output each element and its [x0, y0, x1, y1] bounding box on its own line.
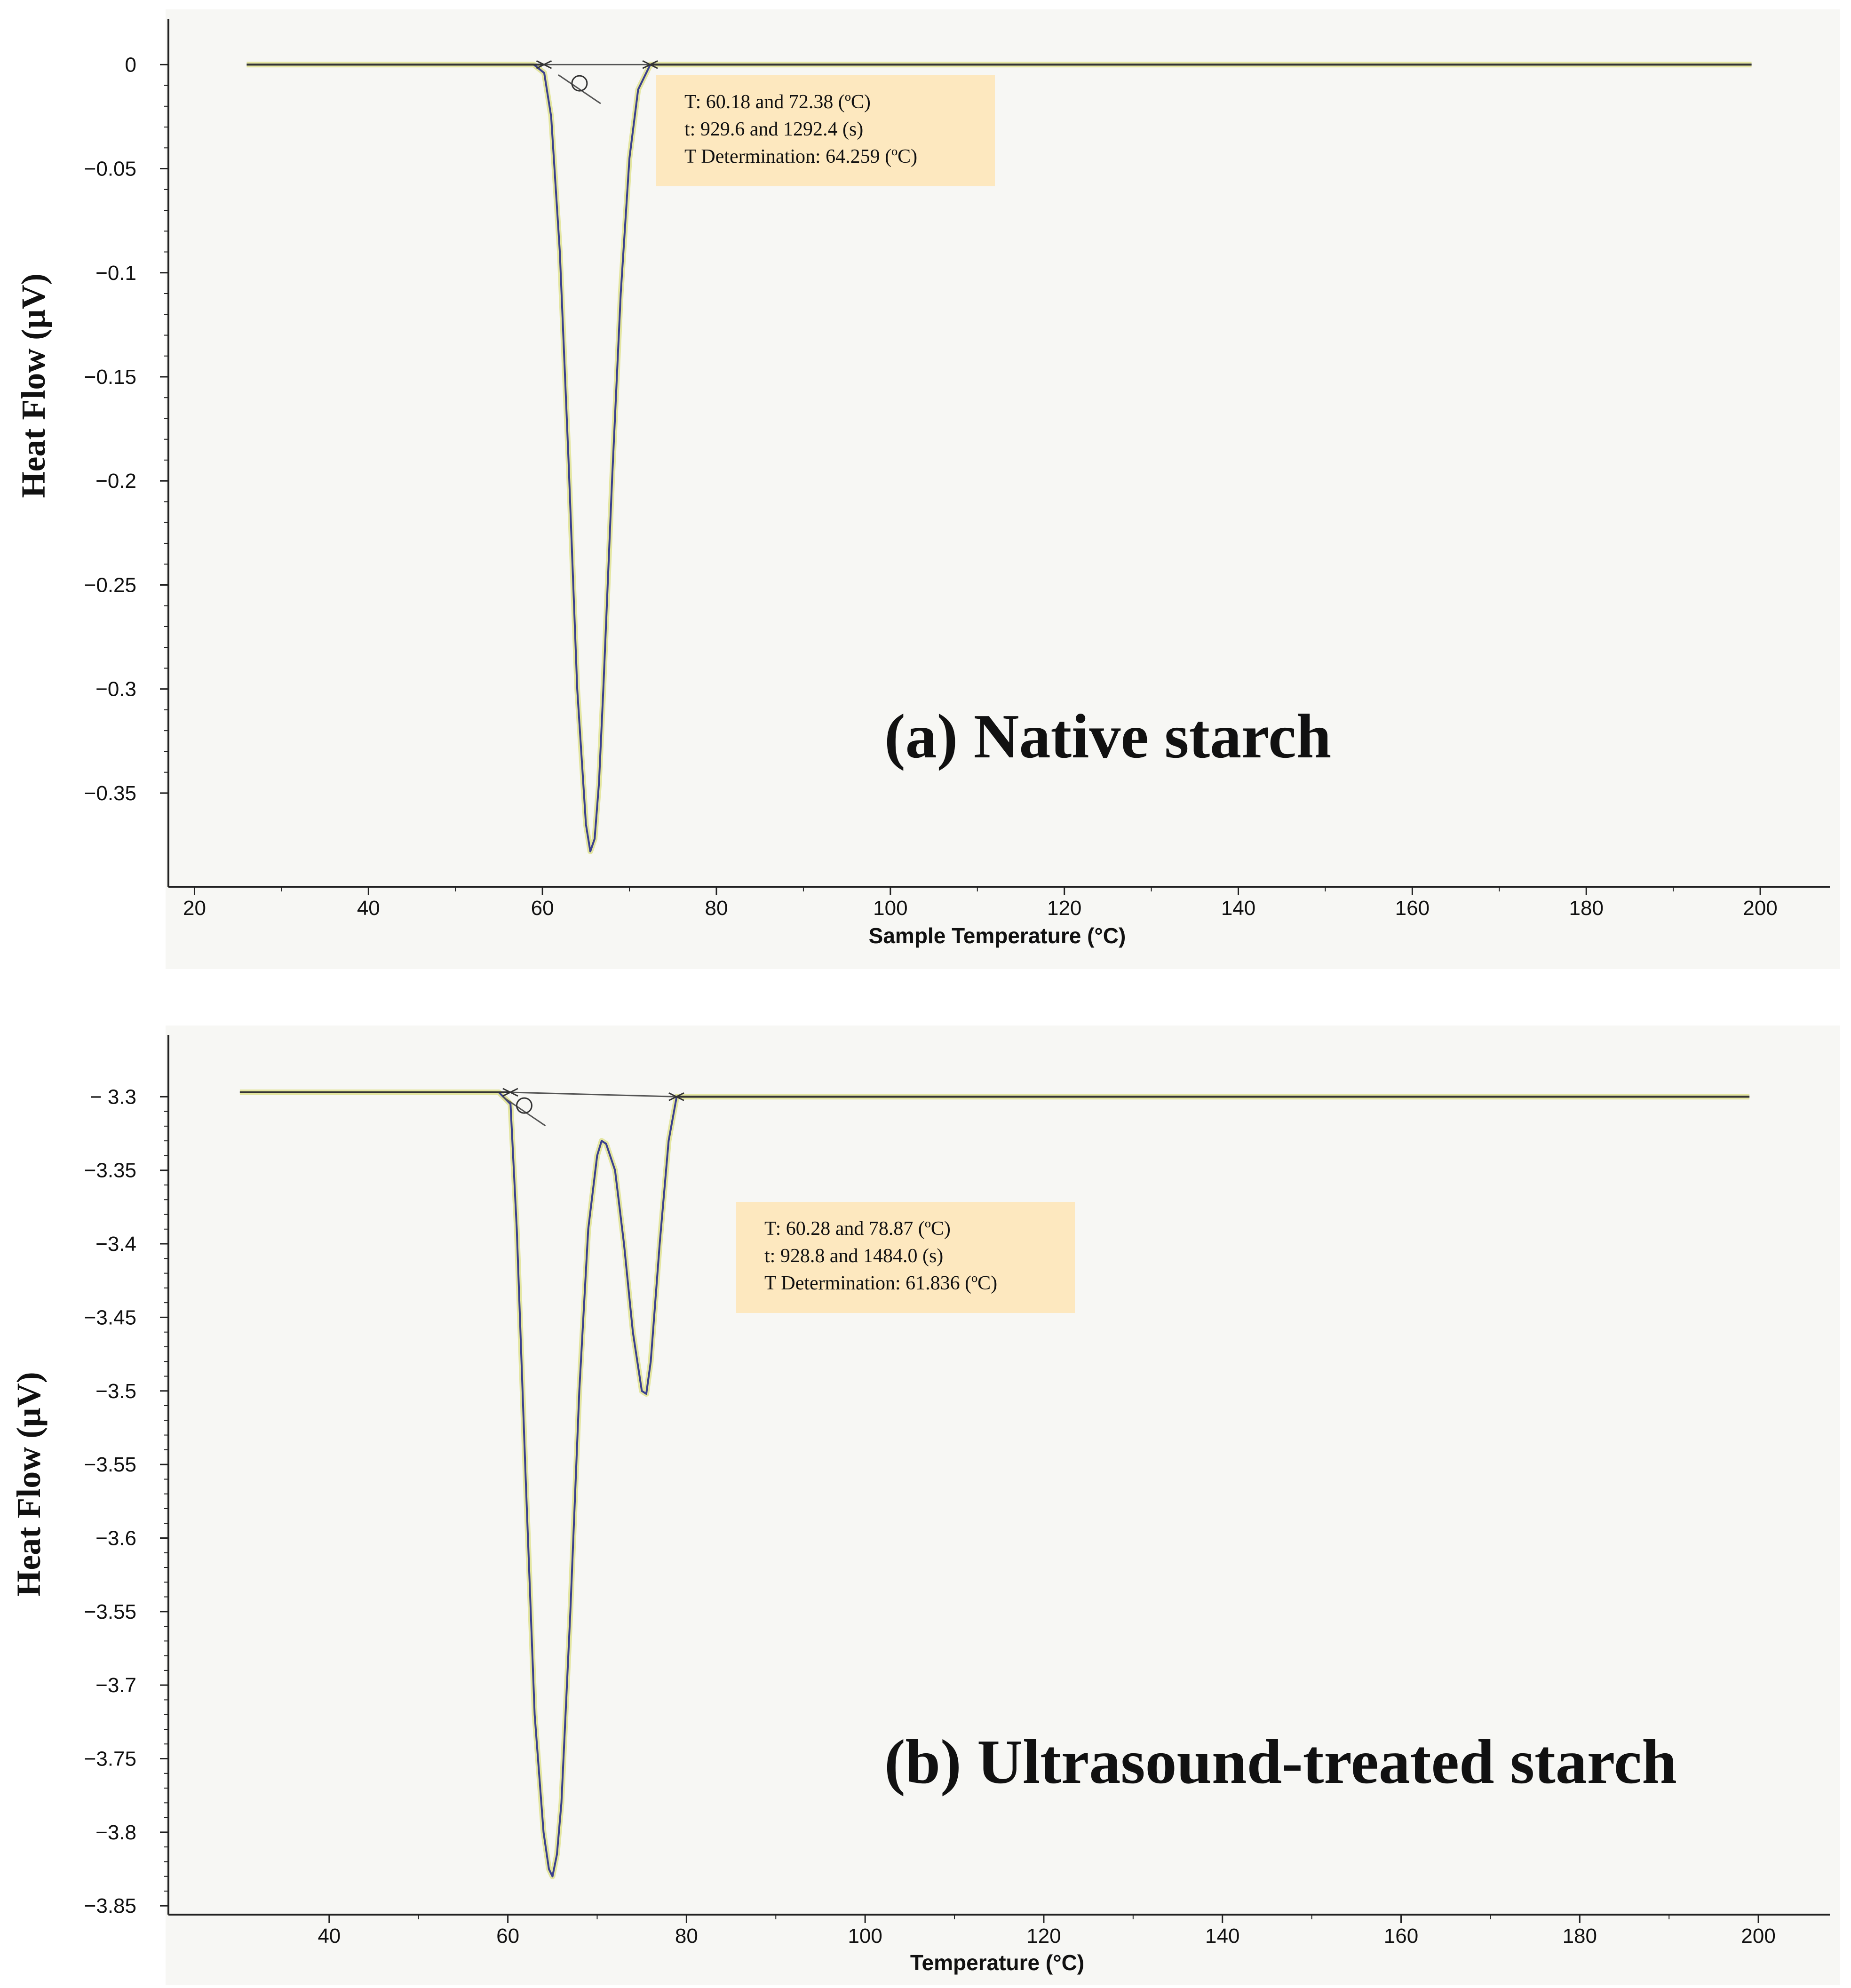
y-tick-label: −3.8	[95, 1821, 136, 1844]
y-tick-label: −0.35	[84, 781, 136, 805]
x-tick-label: 100	[873, 897, 908, 920]
panel-a-native-starch	[15, 9, 1840, 969]
x-tick-label: 20	[183, 897, 206, 920]
x-tick-label: 60	[531, 897, 554, 920]
x-tick-label: 140	[1205, 1924, 1240, 1948]
x-tick-label: 200	[1741, 1924, 1776, 1948]
y-tick-label: − 3.3	[89, 1085, 136, 1109]
annotation-line: T Determination: 61.836 (ºC)	[764, 1272, 998, 1294]
x-tick-label: 200	[1743, 897, 1778, 920]
plot-background	[166, 1026, 1840, 1985]
x-tick-label: 160	[1383, 1924, 1419, 1948]
x-tick-label: 80	[705, 897, 728, 920]
y-tick-label: −3.85	[84, 1894, 136, 1918]
y-tick-label: −3.4	[95, 1233, 136, 1256]
panel-b-ultrasound-treated-starch	[10, 1026, 1840, 1985]
annotation-line: T: 60.18 and 72.38 (ºC)	[684, 91, 871, 113]
x-tick-label: 120	[1047, 897, 1082, 920]
y-tick-label: −3.7	[95, 1674, 136, 1697]
y-tick-label: −3.55	[84, 1453, 136, 1477]
y-tick-label: −0.2	[95, 469, 136, 493]
y-tick-label: −0.1	[95, 261, 136, 285]
x-tick-label: 160	[1395, 897, 1430, 920]
panel-label: (b) Ultrasound-treated starch	[884, 1727, 1677, 1797]
y-tick-label: −3.55	[84, 1600, 136, 1623]
y-tick-label: −3.45	[84, 1306, 136, 1329]
x-tick-label: 180	[1562, 1924, 1597, 1948]
y-tick-label: −3.5	[95, 1379, 136, 1403]
y-axis-title: Heat Flow (µV)	[15, 273, 52, 498]
x-tick-label: 40	[318, 1924, 341, 1948]
annotation-line: T Determination: 64.259 (ºC)	[684, 146, 918, 167]
y-tick-label: −0.25	[84, 573, 136, 597]
annotation-line: T: 60.28 and 78.87 (ºC)	[764, 1218, 951, 1240]
x-tick-label: 100	[848, 1924, 882, 1948]
x-tick-label: 60	[496, 1924, 520, 1948]
x-tick-label: 40	[357, 897, 380, 920]
y-tick-label: −0.05	[84, 157, 136, 181]
x-tick-label: 80	[675, 1924, 698, 1948]
x-tick-label: 120	[1026, 1924, 1061, 1948]
y-axis-title: Heat Flow (µV)	[10, 1372, 48, 1597]
x-tick-label: 180	[1569, 897, 1604, 920]
panel-label: (a) Native starch	[884, 701, 1332, 771]
annotation-line: t: 928.8 and 1484.0 (s)	[764, 1245, 944, 1267]
y-tick-label: −3.35	[84, 1159, 136, 1182]
x-axis-title: Sample Temperature (°C)	[868, 923, 1126, 948]
annotation-line: t: 929.6 and 1292.4 (s)	[684, 119, 864, 140]
y-tick-label: −0.3	[95, 677, 136, 701]
y-tick-label: −0.15	[84, 366, 136, 389]
x-axis-title: Temperature (°C)	[910, 1950, 1085, 1975]
y-tick-label: −3.75	[84, 1747, 136, 1771]
x-tick-label: 140	[1221, 897, 1256, 920]
plot-background	[166, 9, 1840, 969]
y-tick-label: −3.6	[95, 1527, 136, 1550]
y-tick-label: 0	[125, 53, 136, 77]
